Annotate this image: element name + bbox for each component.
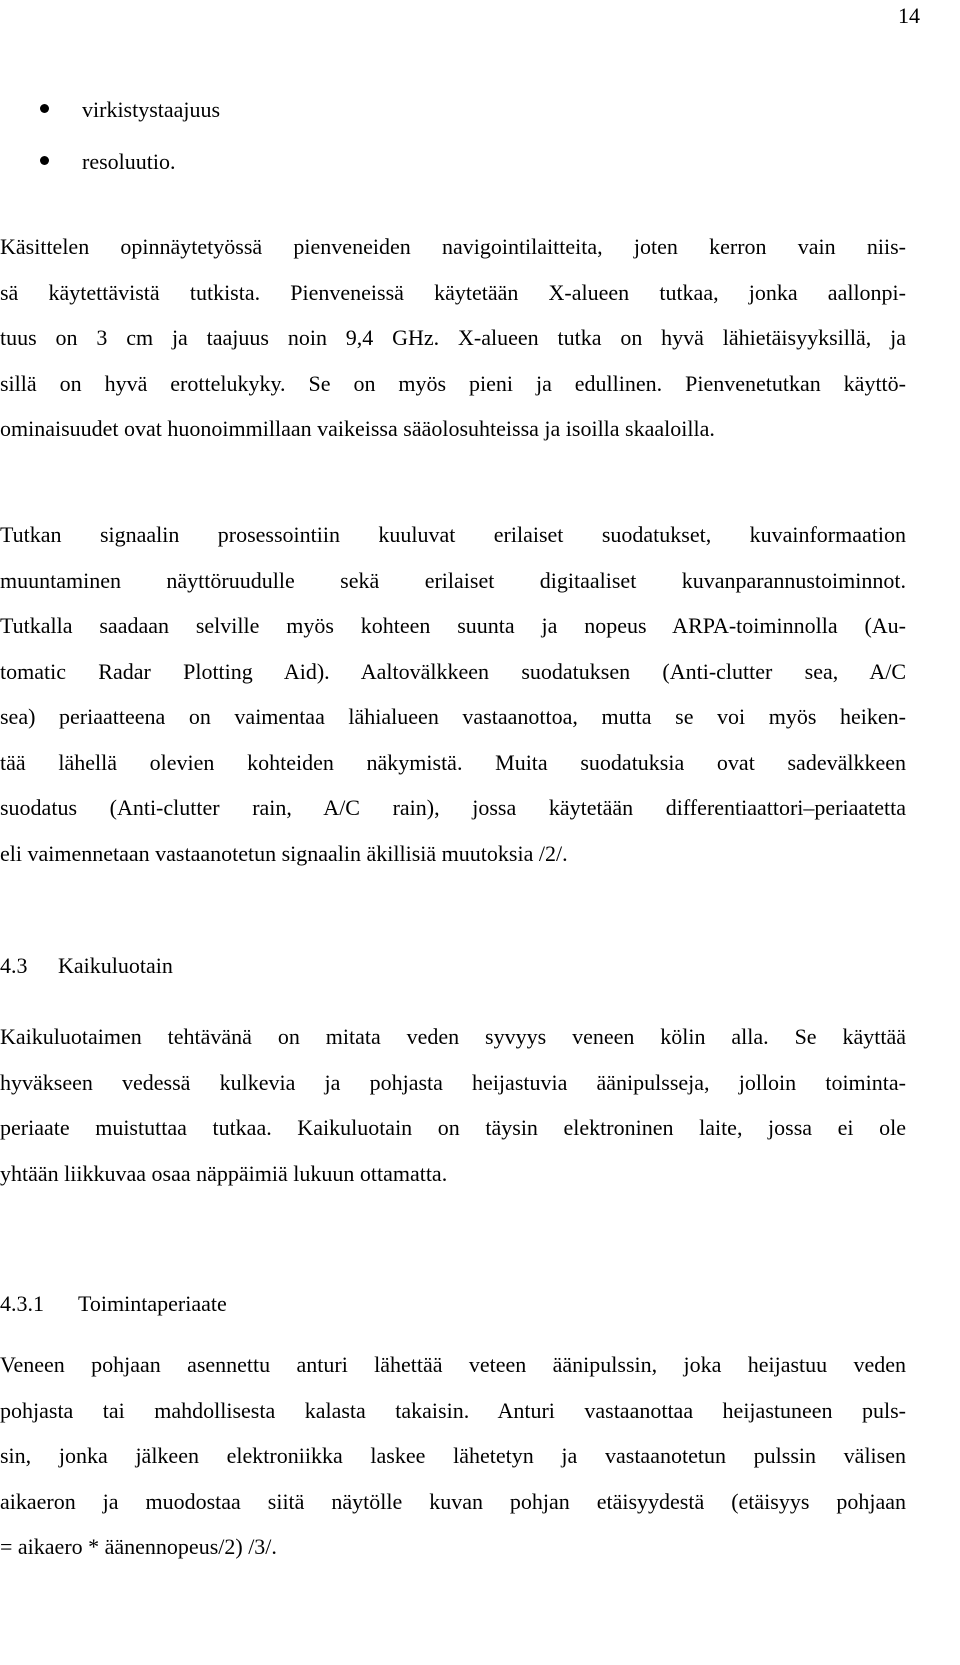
paragraph-line: sä käytettävistä tutkista. Pienveneissä käytetään X-alueen tutkaa, jonka aallonpi- <box>0 279 906 305</box>
paragraph-line: Veneen pohjaan asennettu anturi lähettää veteen äänipulssin, joka heijastuu veden <box>0 1352 906 1377</box>
subsection-number: 4.3.1 <box>0 1291 44 1316</box>
section-title: Kaikuluotain <box>58 953 173 978</box>
paragraph-operating-principle <box>0 1342 906 1570</box>
paragraph-line: suodatus (Anti-clutter rain, A/C rain), jossa käytetään differentiaattori–periaatetta <box>0 795 906 820</box>
section-heading <box>0 944 173 988</box>
list-item <box>0 140 960 192</box>
paragraph-line: muuntaminen näyttöruudulle sekä erilaiset digitaaliset kuvanparannustoiminnot. <box>0 567 906 593</box>
list-item <box>0 88 960 140</box>
paragraph-line: eli vaimennetaan vastaanotetun signaalin äkillisiä muutoksia /2/. <box>0 840 568 866</box>
paragraph-line: periaate muistuttaa tutkaa. Kaikuluotain on täysin elektroninen laite, jossa ei ole <box>0 1115 906 1140</box>
subsection-heading <box>0 1282 227 1326</box>
paragraph-line: tomatic Radar Plotting Aid). Aaltovälkkeen suodatuksen (Anti-clutter sea, A/C <box>0 658 906 684</box>
paragraph-echo-sounder <box>0 1014 906 1196</box>
list-item-text: virkistystaajuus <box>82 97 221 122</box>
paragraph-line: sea) periaatteena on vaimentaa lähialueen vastaanottoa, mutta se voi myös heiken- <box>0 704 906 729</box>
paragraph-line: aikaeron ja muodostaa siitä näytölle kuvan pohjan etäisyydestä (etäisyys pohjaan <box>0 1488 906 1514</box>
paragraph-line: yhtään liikkuvaa osaa näppäimiä lukuun ottamatta. <box>0 1160 448 1186</box>
subsection-title: Toimintaperiaate <box>78 1291 227 1316</box>
bullet-icon <box>40 104 49 113</box>
page-number: 14 <box>898 3 920 28</box>
paragraph-line: Kaikuluotaimen tehtävänä on mitata veden syvyys veneen kölin alla. Se käyttää <box>0 1024 906 1049</box>
paragraph-line: sin, jonka jälkeen elektroniikka laskee lähetetyn ja vastaanotetun pulssin välisen <box>0 1443 906 1468</box>
paragraph-line: ominaisuudet ovat huonoimmillaan vaikeissa sääolosuhteissa ja isoilla skaaloilla. <box>0 416 715 441</box>
paragraph-line: = aikaero * äänennopeus/2) /3/. <box>0 1534 277 1559</box>
list-item-text: resoluutio. <box>82 149 176 174</box>
paragraph-line: tuus on 3 cm ja taajuus noin 9,4 GHz. X-alueen tutka on hyvä lähietäisyyksillä, ja <box>0 325 906 350</box>
paragraph-line: Käsittelen opinnäytetyössä pienveneiden navigointilaitteita, joten kerron vain niis- <box>0 234 906 259</box>
paragraph-signal-processing <box>0 512 906 876</box>
bullet-icon <box>40 156 49 165</box>
paragraph-line: Tutkalla saadaan selville myös kohteen suunta ja nopeus ARPA-toiminnolla (Au- <box>0 613 906 638</box>
paragraph-radar-types <box>0 224 906 452</box>
section-number: 4.3 <box>0 953 28 978</box>
paragraph-line: Tutkan signaalin prosessointiin kuuluvat erilaiset suodatukset, kuvainformaation <box>0 522 906 547</box>
paragraph-line: tää lähellä olevien kohteiden näkymistä. Muita suodatuksia ovat sadevälkkeen <box>0 749 906 775</box>
paragraph-line: pohjasta tai mahdollisesta kalasta takaisin. Anturi vastaanottaa heijastuneen puls- <box>0 1397 906 1423</box>
paragraph-line: sillä on hyvä erottelukyky. Se on myös pieni ja edullinen. Pienvenetutkan käyttö- <box>0 370 906 396</box>
bullet-list <box>0 88 960 192</box>
paragraph-line: hyväkseen vedessä kulkevia ja pohjasta heijastuvia äänipulsseja, jolloin toiminta- <box>0 1069 906 1095</box>
